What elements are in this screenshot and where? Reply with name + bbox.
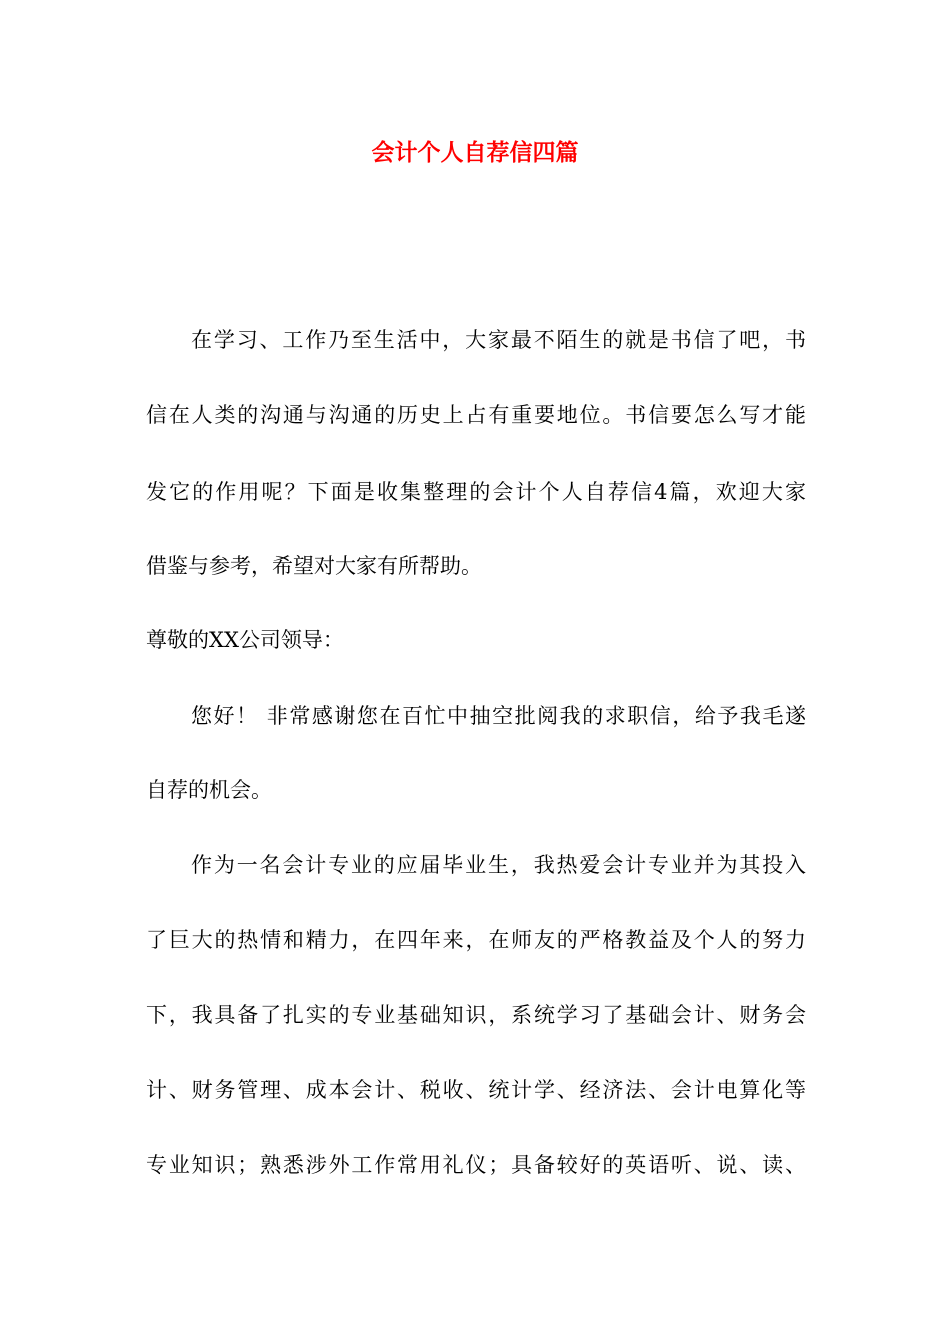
paragraph-line: 下，我具备了扎实的专业基础知识，系统学习了基础会计、财务会 [146,1003,806,1027]
salutation: 尊敬的XX公司领导： [146,628,344,652]
paragraph-line: 发它的作用呢？下面是收集整理的会计个人自荐信4篇，欢迎大家 [146,480,806,504]
paragraph-line: 自荐的机会。 [146,778,272,802]
paragraph-line: 了巨大的热情和精力，在四年来，在师友的严格教益及个人的努力 [146,928,806,952]
paragraph-line: 借鉴与参考，希望对大家有所帮助。 [146,554,482,578]
paragraph-line: 计、财务管理、成本会计、税收、统计学、经济法、会计电算化等 [146,1078,806,1102]
paragraph-line: 在学习、工作乃至生活中，大家最不陌生的就是书信了吧，书 [191,328,806,352]
paragraph-line: 您好！ 非常感谢您在百忙中抽空批阅我的求职信，给予我毛遂 [191,704,806,728]
paragraph-line: 作为一名会计专业的应届毕业生，我热爱会计专业并为其投入 [191,853,806,877]
paragraph-line: 信在人类的沟通与沟通的历史上占有重要地位。书信要怎么写才能 [146,403,806,427]
page-title: 会计个人自荐信四篇 [371,139,579,166]
paragraph-line: 专业知识；熟悉涉外工作常用礼仪；具备较好的英语听、说、读、 [146,1153,806,1177]
